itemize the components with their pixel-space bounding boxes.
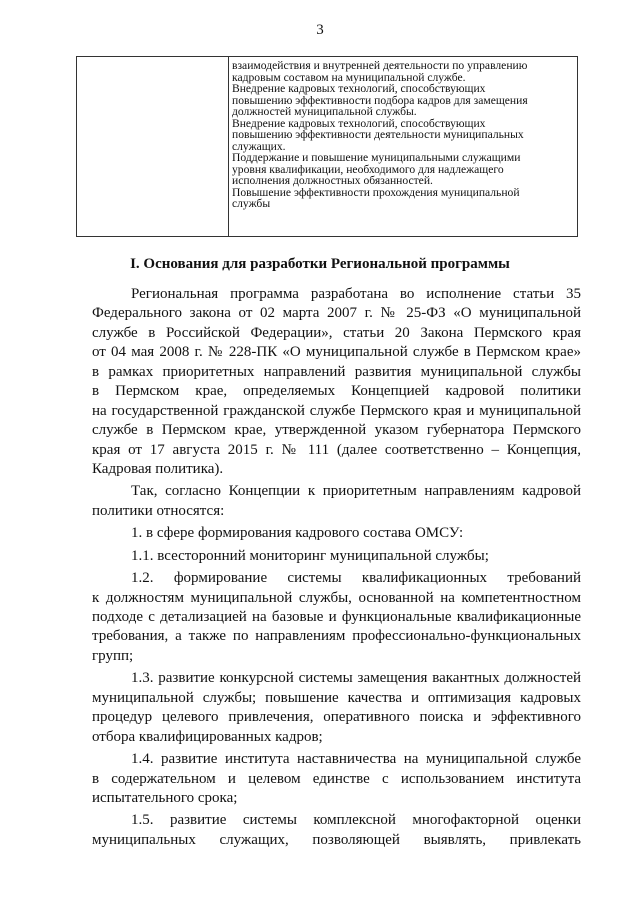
table-text-line: уровня квалификации, необходимого для надлежащего (232, 162, 504, 176)
body-text (92, 285, 581, 850)
paragraph-line: подходе с детализацией на базовые и функциональные квалификационные (92, 609, 581, 625)
paragraph-line: требования, а также по направлениям профессионально-функциональных (92, 628, 581, 645)
table-left-cell (77, 57, 229, 236)
paragraph-line: муниципальной службы; повышение качества и оптимизация кадровых (92, 689, 581, 706)
paragraph-line: в рамках приоритетных направлений развития муниципальной службы (92, 363, 581, 380)
paragraph-line: муниципальных служащих, позволяющей выявлять, привлекать (92, 831, 581, 848)
paragraph-line: от 04 мая 2008 г. № 228-ПК «О муниципальной службе в Пермском крае» (92, 344, 581, 361)
table-text-line: Внедрение кадровых технологий, способствующих (232, 82, 486, 95)
table-text-line: Поддержание и повышение муниципальными служащими (232, 151, 521, 164)
table-text-line: исполнения должностных обязанностей. (232, 174, 433, 187)
list-item: 1.5. развитие системы комплексной многофакторной оценки (131, 812, 581, 829)
paragraph-line: Федерального закона от 02 марта 2007 г. № 25-ФЗ «О муниципальной (92, 305, 581, 322)
paragraph-line: к должностям муниципальной службы, основанной на компетентностном (92, 589, 581, 606)
table-text-line: кадровым составом на муниципальной службе. (232, 70, 466, 84)
paragraph-line: Так, согласно Концепции к приоритетным направлениям кадровой (131, 483, 581, 500)
table-text-line: служащих. (232, 139, 286, 153)
list-item: 1. в сфере формирования кадрового состава ОМСУ: (131, 525, 464, 542)
paragraph-line: края от 17 августа 2015 г. № 111 (далее соответственно – Концепция, (92, 441, 581, 458)
table-text-line: Повышение эффективности прохождения муниципальной (232, 185, 520, 199)
program-table-fragment (76, 56, 578, 237)
list-item: 1.2. формирование системы квалификационных требований (131, 570, 581, 587)
paragraph-line: службе в Пермском крае, утвержденной указом губернатора Пермского (92, 422, 581, 439)
paragraph-line: процедур целевого привлечения, оперативного поиска и эффективного (92, 709, 581, 726)
paragraph-line: отбора квалифицированных кадров; (92, 728, 323, 745)
table-text-line: повышению эффективности деятельности муниципальных (232, 128, 524, 141)
paragraph-line: Региональная программа разработана во исполнение статьи 35 (131, 286, 581, 302)
paragraph-line: Кадровая политика). (92, 460, 224, 477)
paragraph-line: испытательного срока; (92, 789, 238, 806)
table-text-line: повышению эффективности подбора кадров для замещения (232, 93, 528, 107)
paragraph-line: в Пермском крае, определяемых Концепцией кадровой политики (92, 383, 581, 400)
table-text-line: взаимодействия и внутренней деятельности по управлению (232, 59, 528, 72)
paragraph-line: на государственной гражданской службе Пермского края и муниципальной (92, 402, 581, 419)
paragraph-line: в содержательном и целевом единстве с использованием института (92, 770, 581, 787)
paragraph-line: политики относятся: (92, 502, 225, 519)
section-heading: I. Основания для разработки Региональной программы (130, 256, 510, 272)
page-number: 3 (316, 22, 324, 38)
list-item: 1.4. развитие института наставничества на муниципальной службе (131, 751, 581, 768)
paragraph-line: службе в Российской Федерации», статьи 20 Закона Пермского края (92, 324, 581, 341)
table-text-line: службы (232, 197, 271, 210)
paragraph-line: групп; (92, 647, 134, 664)
table-right-cell (229, 57, 577, 236)
table-text-line: должностей муниципальной службы. (232, 105, 417, 118)
list-item: 1.1. всесторонний мониторинг муниципальной службы; (131, 547, 489, 564)
list-item: 1.3. развитие конкурсной системы замещения вакантных должностей (131, 670, 581, 687)
table-text-line: Внедрение кадровых технологий, способствующих (232, 116, 486, 130)
